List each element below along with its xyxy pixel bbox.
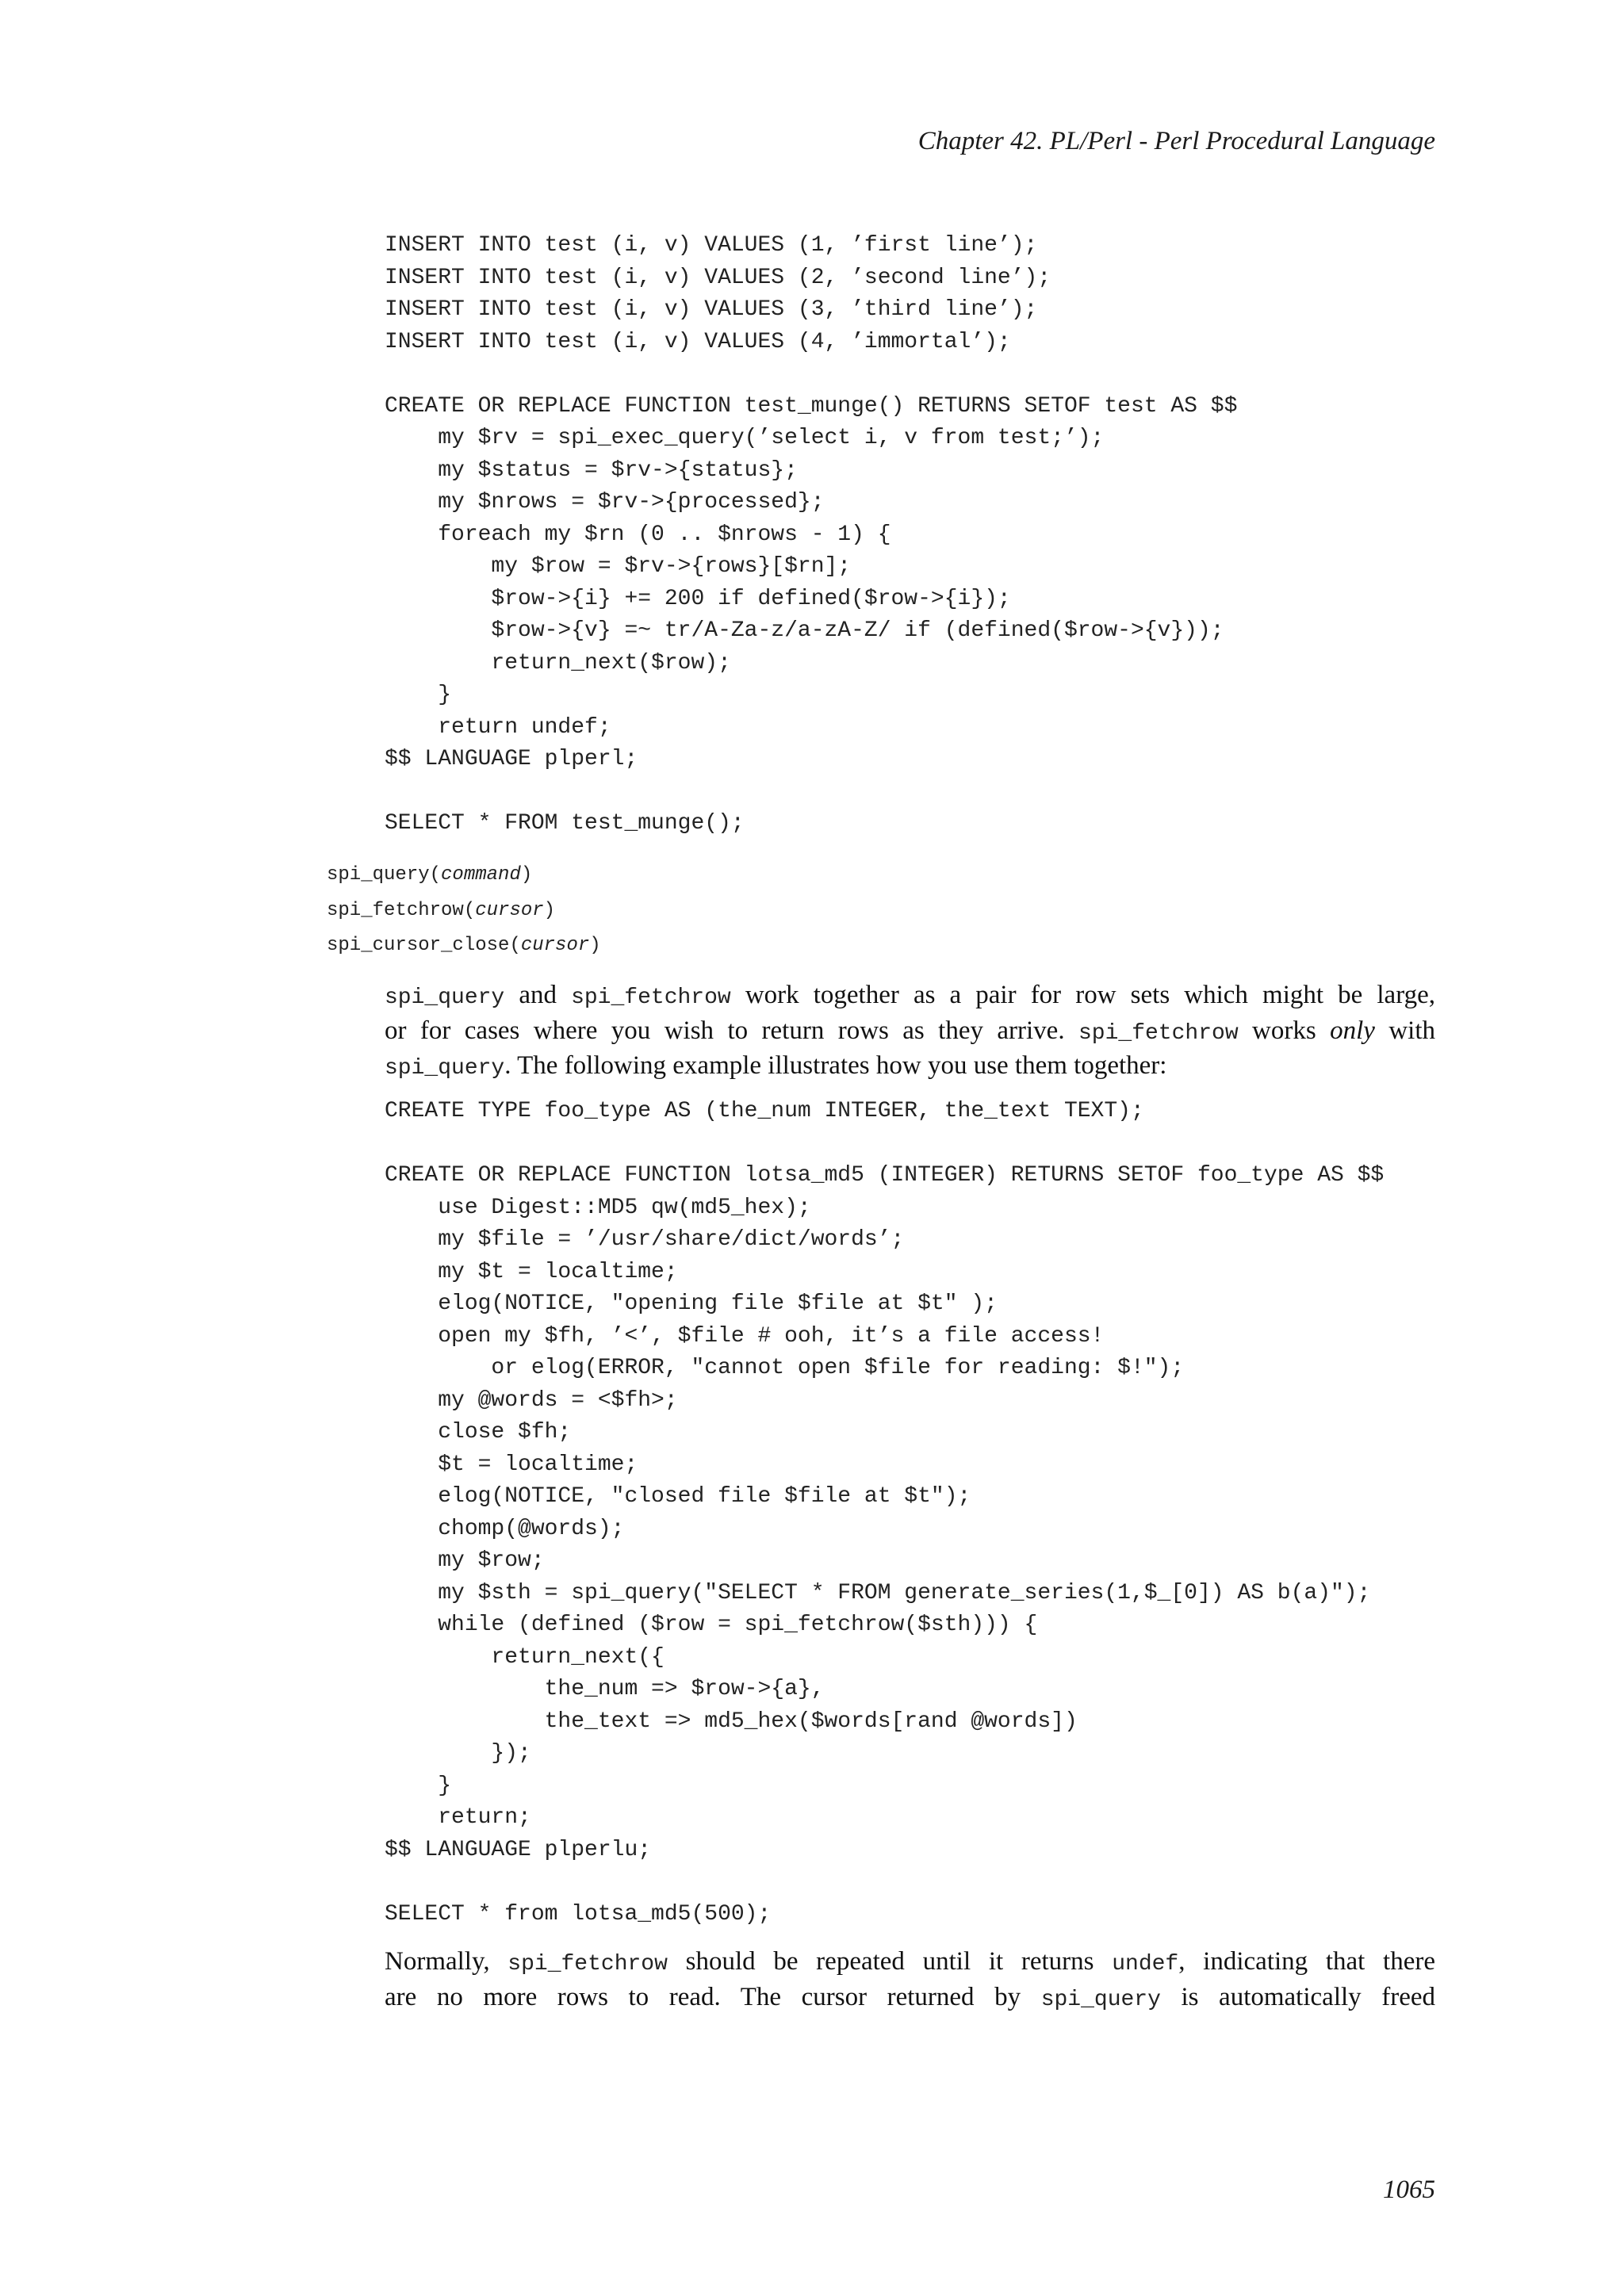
code-inline: spi_query xyxy=(385,985,505,1010)
code-inline: spi_fetchrow xyxy=(1078,1020,1239,1046)
code-line: return undef; xyxy=(385,714,611,740)
code-inline: spi_query xyxy=(385,1056,505,1081)
text-run: works xyxy=(1238,1016,1331,1045)
code-line: my $status = $rv->{status}; xyxy=(385,457,798,483)
code-line: open my $fh, ’<’, $file # ooh, it’s a file access! xyxy=(385,1323,1105,1349)
function-name: spi_query xyxy=(327,864,430,886)
function-signatures xyxy=(327,858,601,964)
code-line xyxy=(385,1866,1384,1899)
code-line: CREATE OR REPLACE FUNCTION lotsa_md5 (INTEGER) RETURNS SETOF foo_type AS $$ xyxy=(385,1163,1385,1188)
code-line: $row->{v} =~ tr/A-Za-z/a-zA-Z/ if (defined($row->{v})); xyxy=(385,618,1224,643)
code-line: return; xyxy=(385,1805,531,1830)
function-name: spi_fetchrow xyxy=(327,899,464,921)
code-line: CREATE TYPE foo_type AS (the_num INTEGER, the_text TEXT); xyxy=(385,1099,1144,1123)
text-run: is automatically freed xyxy=(1160,1982,1435,2011)
code-inline: spi_fetchrow xyxy=(508,1952,668,1976)
code-line: my $nrows = $rv->{processed}; xyxy=(385,490,825,515)
code-line: my $t = localtime; xyxy=(385,1259,678,1284)
text-run: with xyxy=(1374,1016,1435,1045)
code-line xyxy=(385,776,1237,809)
text-run: Normally, xyxy=(385,1947,508,1976)
text-run: and xyxy=(504,981,572,1009)
code-line: elog(NOTICE, "closed file $file at $t"); xyxy=(385,1484,971,1509)
code-line: $t = localtime; xyxy=(385,1452,638,1477)
code-line: INSERT INTO test (i, v) VALUES (3, ’third line’); xyxy=(385,297,1038,322)
function-argument: cursor xyxy=(475,899,544,921)
text-run: or for cases where you wish to return rows as they arrive. xyxy=(385,1016,1078,1045)
code-line xyxy=(385,1128,1384,1161)
running-header: Chapter 42. PL/Perl - Perl Procedural Language xyxy=(917,127,1435,155)
code-line: SELECT * FROM test_munge(); xyxy=(385,811,745,836)
code-line: $row->{i} += 200 if defined($row->{i}); xyxy=(385,586,1011,611)
function-signature: spi_fetchrow(cursor) xyxy=(327,899,556,921)
code-inline: undef xyxy=(1112,1952,1179,1976)
code-block-lotsa-md5 xyxy=(385,1096,1384,1931)
function-argument: cursor xyxy=(520,935,590,956)
code-line: my @words = <$fh>; xyxy=(385,1387,678,1413)
code-inline: spi_query xyxy=(1040,1987,1161,2012)
paragraph-line xyxy=(385,1013,1435,1049)
code-block-test-munge xyxy=(385,230,1237,840)
text-run: . The following example illustrates how you use them together: xyxy=(504,1051,1167,1080)
code-line: INSERT INTO test (i, v) VALUES (2, ’second line’); xyxy=(385,265,1051,290)
code-line: chomp(@words); xyxy=(385,1516,625,1541)
code-line: CREATE OR REPLACE FUNCTION test_munge() RETURNS SETOF test AS $$ xyxy=(385,393,1238,419)
code-line: SELECT * from lotsa_md5(500); xyxy=(385,1901,772,1927)
function-argument: command xyxy=(441,864,521,886)
code-line: close $fh; xyxy=(385,1420,572,1445)
code-line: my $row = $rv->{rows}[$rn]; xyxy=(385,554,852,579)
code-line: return_next({ xyxy=(385,1644,665,1670)
code-line: my $sth = spi_query("SELECT * FROM generate_series(1,$_[0]) AS b(a)"); xyxy=(385,1580,1371,1605)
code-line: } xyxy=(385,683,452,707)
function-signature: spi_cursor_close(cursor) xyxy=(327,935,601,956)
code-line xyxy=(385,358,1237,391)
code-line: }); xyxy=(385,1741,531,1766)
code-line: INSERT INTO test (i, v) VALUES (1, ’first line’); xyxy=(385,233,1038,258)
code-line: INSERT INTO test (i, v) VALUES (4, ’immortal’); xyxy=(385,329,1011,354)
code-line: my $rv = spi_exec_query(’select i, v from test;’); xyxy=(385,426,1105,450)
code-line: $$ LANGUAGE plperl; xyxy=(385,747,638,771)
code-line: my $file = ’/usr/share/dict/words’; xyxy=(385,1227,905,1252)
code-line: while (defined ($row = spi_fetchrow($sth))) { xyxy=(385,1613,1038,1637)
paragraph-line xyxy=(385,1048,1435,1084)
code-line: the_num => $row->{a}, xyxy=(385,1677,825,1701)
text-run: are no more rows to read. The cursor returned by xyxy=(385,1982,1041,2011)
text-run: work together as a pair for row sets which might be large, xyxy=(730,981,1435,1009)
text-run: should be repeated until it returns xyxy=(667,1947,1113,1976)
code-line: } xyxy=(385,1773,452,1798)
paragraph-line xyxy=(385,1980,1435,2015)
code-line: foreach my $rn (0 .. $nrows - 1) { xyxy=(385,522,891,547)
code-line: return_next($row); xyxy=(385,650,731,675)
code-line: use Digest::MD5 qw(md5_hex); xyxy=(385,1195,811,1220)
code-inline: spi_fetchrow xyxy=(571,985,731,1010)
text-run: , indicating that there xyxy=(1178,1947,1435,1976)
page-number: 1065 xyxy=(1383,2175,1435,2204)
paragraph-line xyxy=(385,978,1435,1013)
paragraph-fetchrow-note xyxy=(385,1944,1435,2015)
code-line: or elog(ERROR, "cannot open $file for reading: $!"); xyxy=(385,1356,1185,1380)
paragraph-spi-query-intro xyxy=(385,978,1435,1084)
code-line: $$ LANGUAGE plperlu; xyxy=(385,1837,652,1862)
function-signature: spi_query(command) xyxy=(327,864,533,886)
function-name: spi_cursor_close xyxy=(327,935,510,956)
code-line: the_text => md5_hex($words[rand @words]) xyxy=(385,1709,1078,1734)
paragraph-line xyxy=(385,1944,1435,1980)
code-line: my $row; xyxy=(385,1548,545,1573)
emphasis: only xyxy=(1330,1016,1375,1045)
code-line: elog(NOTICE, "opening file $file at $t" ); xyxy=(385,1292,998,1316)
